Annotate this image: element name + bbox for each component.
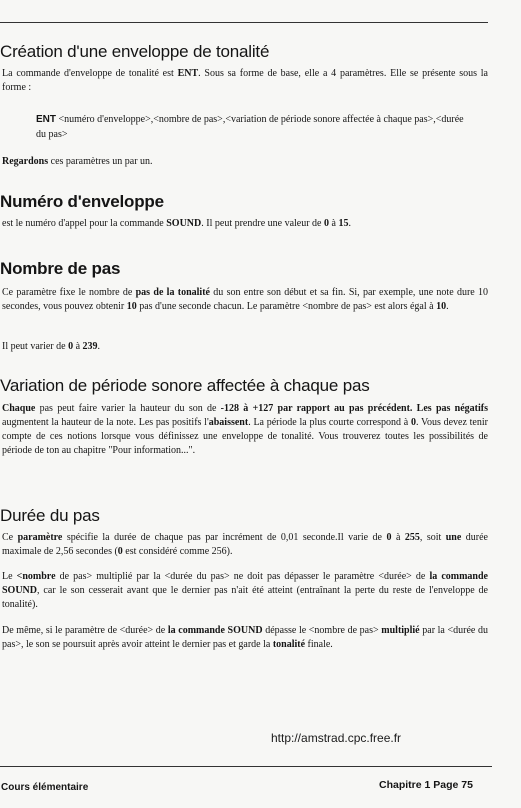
text: pas peut faire varier la hauteur du son de	[35, 403, 221, 414]
text-bold: Regardons	[2, 156, 49, 167]
keyword-ent: ENT	[177, 68, 199, 79]
text: par la <durée du pas>, le son se poursuit après avoir atteint le dernier pas et garde la	[2, 625, 488, 650]
text: . Sous sa forme de base, elle a 4 paramètres. Elle se présente sous la forme :	[2, 68, 488, 93]
paragraph-nombre-pas	[2, 286, 488, 314]
text-bold: <nombre	[16, 571, 56, 582]
text: . La période la plus courte correspond à	[248, 417, 411, 428]
keyword-sound: SOUND	[166, 218, 202, 229]
text: dépasse le <nombre de pas>	[262, 625, 382, 636]
text: .	[446, 301, 449, 312]
value: -128	[220, 403, 240, 414]
text: Il peut varier de	[2, 341, 69, 352]
value: 10	[436, 301, 447, 312]
paragraph-plage-pas	[2, 340, 488, 354]
paragraph-intro	[2, 67, 488, 95]
paragraph-regardons	[2, 155, 488, 169]
value: 0	[117, 546, 123, 557]
text-bold: tonalité	[272, 639, 306, 650]
paragraph-nombre-multiplie	[2, 570, 488, 612]
heading-nombre-de-pas: Nombre de pas	[0, 259, 121, 278]
paragraph-duree	[2, 531, 488, 559]
value: 0	[324, 218, 329, 229]
value: à	[239, 403, 253, 414]
text: . Il peut prendre une valeur de	[201, 218, 324, 229]
text: ces paramètres un par un.	[48, 156, 153, 167]
heading-creation-enveloppe: Création d'une enveloppe de tonalité	[0, 42, 270, 61]
value: +127	[252, 403, 274, 414]
text-bold: une	[445, 532, 462, 543]
text: De même, si le paramètre de <durée> de	[2, 625, 168, 636]
text: Ce paramètre fixe le nombre de	[2, 287, 136, 298]
paragraph-numero	[2, 217, 488, 231]
text: durée maximale de 2,56 secondes (	[2, 532, 488, 557]
text: de pas> multiplié par la <durée du pas> ne doit pas dépasser le paramètre <durée> de	[55, 571, 430, 582]
text: , car le son cesserait avant que le dernier pas n'ait été atteint (entraînant la perte du reste de l'enveloppe de tonalité).	[2, 585, 488, 610]
text-bold: pas de la tonalité	[135, 287, 210, 298]
text-bold: paramètre	[17, 532, 63, 543]
text-bold: Chaque	[2, 403, 36, 414]
text: finale.	[305, 639, 333, 650]
value: 0	[68, 341, 74, 352]
source-url: http://amstrad.cpc.free.fr	[271, 731, 402, 745]
text-bold: la commande SOUND	[2, 571, 488, 596]
text: augmentent la hauteur de la note. Les pas positifs l'	[2, 417, 209, 428]
top-rule	[0, 22, 488, 23]
text: spécifie la durée de chaque pas par incrément de 0,01 seconde.Il varie de	[62, 532, 387, 543]
text-bold: pas négatifs	[435, 403, 488, 414]
value: 0	[386, 532, 392, 543]
text: La commande d'enveloppe de tonalité est	[2, 68, 178, 79]
text: . Vous devez tenir compte de ces notions lorsque vous définissez une enveloppe de tonalité. Vous trouverez toutes les possibilités de période de ton au chapitre "Pour information...".	[2, 417, 488, 456]
footer-page-number: Chapitre 1 Page 75	[379, 779, 473, 791]
paragraph-variation	[2, 402, 488, 458]
syntax-params: <numéro d'enveloppe>,<nombre de pas>,<variation de période sonore affectée à chaque pas>,<durée du pas>	[36, 114, 464, 140]
value: 10	[126, 301, 137, 312]
heading-duree-du-pas: Durée du pas	[0, 506, 100, 525]
text: est le numéro d'appel pour la commande	[2, 218, 167, 229]
value: 0	[410, 417, 416, 428]
text: à	[329, 218, 339, 229]
text: Ce	[2, 532, 18, 543]
footer-section-title: Cours élémentaire	[1, 782, 89, 793]
text: du son entre son début et sa fin. Si, par exemple, une note dure 10 secondes, vous pouvez obtenir	[2, 287, 489, 312]
text: est considéré comme 256).	[122, 546, 233, 557]
text: .	[97, 341, 101, 352]
paragraph-de-meme	[2, 624, 488, 652]
syntax-block	[36, 112, 476, 142]
bottom-rule	[0, 766, 492, 767]
text-bold: abaissent	[208, 417, 249, 428]
heading-variation-periode: Variation de période sonore affectée à chaque pas	[0, 376, 370, 395]
text: , soit	[419, 532, 446, 543]
text: à	[73, 341, 83, 352]
text: Le	[2, 571, 17, 582]
value: 239	[82, 341, 98, 352]
value: 15	[338, 218, 349, 229]
value: 255	[404, 532, 420, 543]
text-bold: la commande SOUND	[167, 625, 263, 636]
text-bold: multiplié	[381, 625, 420, 636]
syntax-keyword: ENT	[36, 114, 56, 125]
text-bold: par rapport au pas précédent. Les	[273, 403, 436, 414]
text: à	[391, 532, 405, 543]
text: pas d'une seconde chacun. Le paramètre <nombre de pas> est alors égal à	[136, 301, 437, 312]
text: .	[348, 218, 351, 229]
heading-numero-enveloppe: Numéro d'enveloppe	[0, 192, 164, 211]
